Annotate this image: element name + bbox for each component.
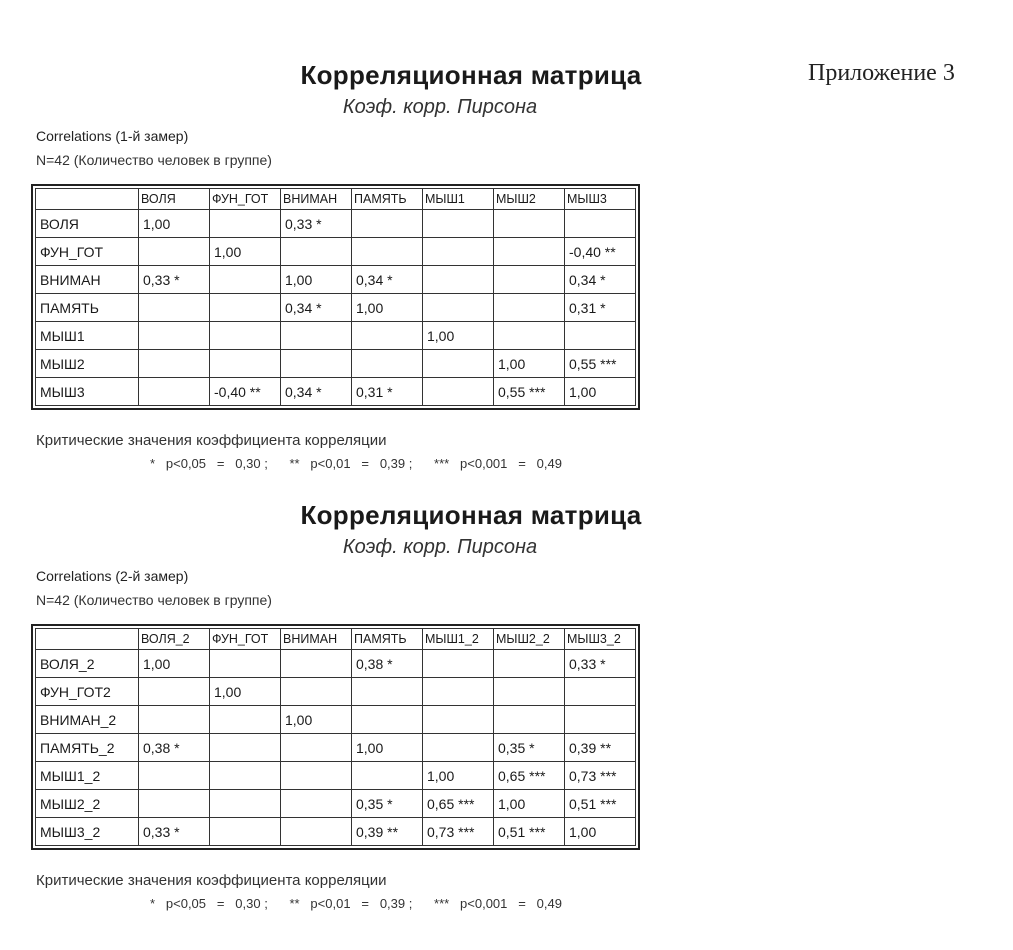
matrix-cell [494, 294, 565, 322]
matrix-cell: 1,00 [423, 762, 494, 790]
matrix-cell: 1,00 [139, 650, 210, 678]
correlations-label: Correlations (2-й замер) [36, 568, 189, 584]
matrix-corner-cell [36, 189, 139, 210]
matrix-cell: 1,00 [210, 678, 281, 706]
matrix-cell [139, 790, 210, 818]
column-header: ФУН_ГОТ [210, 629, 281, 650]
matrix-cell: 0,38 * [352, 650, 423, 678]
matrix-cell [423, 650, 494, 678]
matrix-row [36, 734, 636, 762]
row-label: ФУН_ГОТ2 [36, 678, 139, 706]
matrix-title: Корреляционная матрица [300, 60, 642, 90]
matrix-cell: 0,73 *** [423, 818, 494, 846]
matrix-row [36, 790, 636, 818]
critical-values-title: Критические значения коэффициента корреляции [36, 432, 387, 449]
matrix-cell [210, 266, 281, 294]
matrix-cell [423, 678, 494, 706]
row-label: ВНИМАН_2 [36, 706, 139, 734]
column-header: МЫШ1_2 [423, 629, 494, 650]
row-label: ВНИМАН [36, 266, 139, 294]
matrix-cell: 0,65 *** [423, 790, 494, 818]
matrix-cell [352, 322, 423, 350]
matrix-cell [210, 350, 281, 378]
row-label: МЫШ3 [36, 378, 139, 406]
matrix-cell [423, 378, 494, 406]
matrix-cell: 0,34 * [352, 266, 423, 294]
matrix-cell: 0,39 ** [352, 818, 423, 846]
matrix-cell: 0,38 * [139, 734, 210, 762]
column-header: МЫШ2_2 [494, 629, 565, 650]
matrix-cell [210, 790, 281, 818]
matrix-cell [423, 350, 494, 378]
matrix-cell [210, 762, 281, 790]
matrix-cell [494, 678, 565, 706]
matrix-cell [281, 350, 352, 378]
matrix-cell [210, 818, 281, 846]
matrix-cell: 1,00 [565, 818, 636, 846]
matrix-cell [423, 734, 494, 762]
matrix-row [36, 706, 636, 734]
column-header: ВНИМАН [281, 629, 352, 650]
matrix-cell [139, 294, 210, 322]
row-label: ПАМЯТЬ_2 [36, 734, 139, 762]
sample-size-label: N=42 (Количество человек в группе) [36, 592, 272, 608]
sample-size-label: N=42 (Количество человек в группе) [36, 152, 272, 168]
matrix-cell: 1,00 [565, 378, 636, 406]
row-label: ВОЛЯ [36, 210, 139, 238]
matrix-header-row [36, 189, 636, 210]
matrix-cell: -0,40 ** [210, 378, 281, 406]
row-label: ПАМЯТЬ [36, 294, 139, 322]
matrix-cell: 1,00 [281, 706, 352, 734]
matrix-subtitle: Коэф. корр. Пирсона [342, 96, 538, 118]
matrix-cell: 0,73 *** [565, 762, 636, 790]
matrix-row [36, 762, 636, 790]
matrix-cell [139, 678, 210, 706]
matrix-cell: 0,33 * [139, 266, 210, 294]
matrix-cell [281, 650, 352, 678]
critical-values-line: * p<0,05 = 0,30 ; ** p<0,01 = 0,39 ; *** p<0,001 = 0,49 [150, 456, 562, 471]
column-header: ПАМЯТЬ [352, 629, 423, 650]
matrix-cell: 1,00 [352, 294, 423, 322]
column-header: ВНИМАН [281, 189, 352, 210]
matrix-cell: -0,40 ** [565, 238, 636, 266]
matrix-cell [210, 706, 281, 734]
matrix-cell: 1,00 [210, 238, 281, 266]
matrix-row [36, 322, 636, 350]
matrix-cell [139, 350, 210, 378]
matrix-header-row [36, 629, 636, 650]
matrix-row [36, 650, 636, 678]
matrix-cell [352, 762, 423, 790]
column-header: МЫШ2 [494, 189, 565, 210]
column-header: ПАМЯТЬ [352, 189, 423, 210]
matrix-cell [565, 706, 636, 734]
critical-values-title: Критические значения коэффициента корреляции [36, 872, 387, 889]
matrix-cell [139, 322, 210, 350]
matrix-cell [352, 678, 423, 706]
column-header: МЫШ1 [423, 189, 494, 210]
matrix-cell: 1,00 [352, 734, 423, 762]
matrix-corner-cell [36, 629, 139, 650]
matrix-cell [423, 210, 494, 238]
matrix-cell [139, 238, 210, 266]
row-label: МЫШ1 [36, 322, 139, 350]
matrix-cell [281, 238, 352, 266]
matrix-cell: 0,39 ** [565, 734, 636, 762]
matrix-cell: 0,34 * [565, 266, 636, 294]
appendix-label: Приложение 3 [808, 60, 955, 86]
matrix-cell [565, 322, 636, 350]
matrix-row [36, 210, 636, 238]
matrix-cell [210, 650, 281, 678]
matrix-cell: 0,33 * [565, 650, 636, 678]
matrix-cell: 0,31 * [352, 378, 423, 406]
matrix-cell [352, 238, 423, 266]
matrix-cell [494, 238, 565, 266]
matrix-cell [210, 322, 281, 350]
matrix-cell [565, 678, 636, 706]
matrix-cell [423, 238, 494, 266]
matrix-title: Корреляционная матрица [300, 500, 642, 530]
matrix-cell [423, 294, 494, 322]
matrix-cell: 0,51 *** [565, 790, 636, 818]
matrix-cell [352, 706, 423, 734]
matrix-cell [494, 322, 565, 350]
correlation-matrix-table [35, 188, 636, 406]
row-label: ФУН_ГОТ [36, 238, 139, 266]
matrix-row [36, 350, 636, 378]
matrix-cell: 0,55 *** [565, 350, 636, 378]
matrix-cell [494, 266, 565, 294]
matrix-cell [281, 734, 352, 762]
matrix-cell: 1,00 [494, 350, 565, 378]
matrix-cell: 0,35 * [352, 790, 423, 818]
matrix-cell [423, 266, 494, 294]
matrix-cell [565, 210, 636, 238]
matrix-row [36, 294, 636, 322]
matrix-row [36, 818, 636, 846]
column-header: ФУН_ГОТ [210, 189, 281, 210]
matrix-cell [281, 322, 352, 350]
matrix-cell [281, 762, 352, 790]
row-label: ВОЛЯ_2 [36, 650, 139, 678]
matrix-cell [210, 294, 281, 322]
matrix-cell: 0,31 * [565, 294, 636, 322]
row-label: МЫШ2_2 [36, 790, 139, 818]
row-label: МЫШ3_2 [36, 818, 139, 846]
matrix-cell: 0,34 * [281, 294, 352, 322]
matrix-cell [281, 678, 352, 706]
matrix-cell: 0,33 * [139, 818, 210, 846]
correlations-label: Correlations (1-й замер) [36, 128, 189, 144]
matrix-cell: 0,35 * [494, 734, 565, 762]
column-header: МЫШ3 [565, 189, 636, 210]
matrix-cell [423, 706, 494, 734]
matrix-cell [494, 650, 565, 678]
matrix-cell: 1,00 [139, 210, 210, 238]
column-header: ВОЛЯ [139, 189, 210, 210]
correlation-matrix-table [35, 628, 636, 846]
correlation-matrix-frame [31, 624, 640, 850]
matrix-cell: 0,51 *** [494, 818, 565, 846]
row-label: МЫШ1_2 [36, 762, 139, 790]
matrix-cell [210, 210, 281, 238]
matrix-cell: 0,65 *** [494, 762, 565, 790]
matrix-cell: 1,00 [494, 790, 565, 818]
critical-values-line: * p<0,05 = 0,30 ; ** p<0,01 = 0,39 ; *** p<0,001 = 0,49 [150, 896, 562, 911]
matrix-cell [139, 762, 210, 790]
column-header: ВОЛЯ_2 [139, 629, 210, 650]
correlation-matrix-frame [31, 184, 640, 410]
matrix-cell: 1,00 [281, 266, 352, 294]
column-header: МЫШ3_2 [565, 629, 636, 650]
matrix-cell: 0,55 *** [494, 378, 565, 406]
matrix-cell [139, 378, 210, 406]
row-label: МЫШ2 [36, 350, 139, 378]
matrix-row [36, 378, 636, 406]
matrix-cell [494, 210, 565, 238]
matrix-cell: 0,33 * [281, 210, 352, 238]
matrix-row [36, 266, 636, 294]
matrix-cell [139, 706, 210, 734]
matrix-cell [210, 734, 281, 762]
matrix-cell: 0,34 * [281, 378, 352, 406]
matrix-row [36, 678, 636, 706]
matrix-row [36, 238, 636, 266]
matrix-cell [494, 706, 565, 734]
matrix-cell [352, 210, 423, 238]
matrix-subtitle: Коэф. корр. Пирсона [342, 536, 538, 558]
matrix-cell: 1,00 [423, 322, 494, 350]
matrix-cell [352, 350, 423, 378]
matrix-cell [281, 790, 352, 818]
matrix-cell [281, 818, 352, 846]
